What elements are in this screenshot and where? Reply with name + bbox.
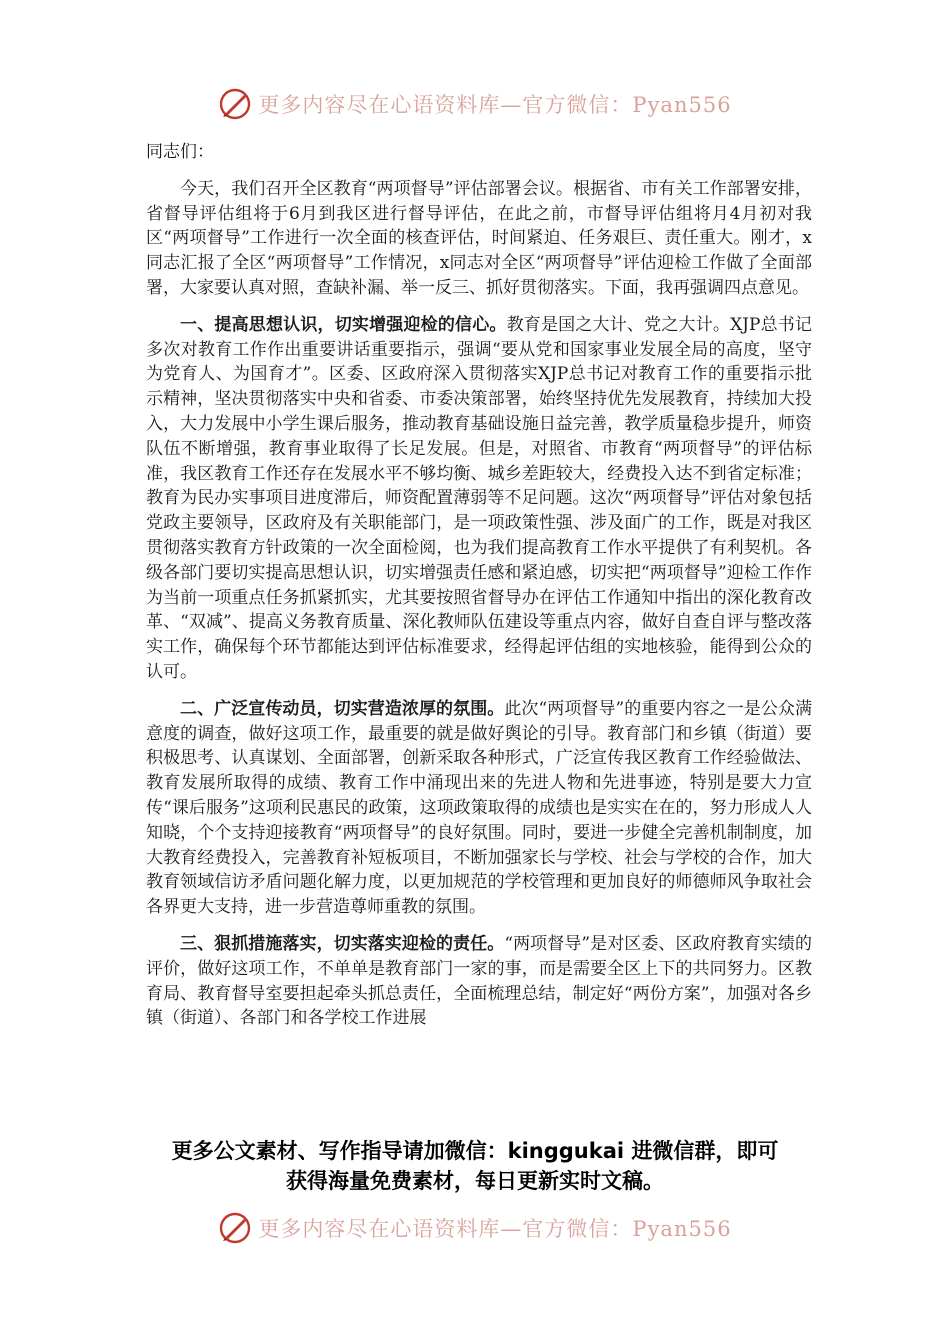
paragraph-text: 教育是国之大计、党之大计。XJP总书记多次对教育工作作出重要讲话重要指示，强调“要从党和国家事业发展全局的高度，坚守为党育人、为国育才”。区委、区政府深入贯彻落实XJP总书记对教育工作的重要指示批示精神，坚决贯彻落实中央和省委、市委决策部署，始终坚持优先发展教育，持续加大投入，大力发展中小学生课后服务，推动教育基础设施日益完善，教学质量稳步提升，师资队伍不断增强，教育事业取得了长足发展。但是，对照省、市教育“两项督导”的评估标准，我区教育工作还存在发展水平不够均衡、城乡差距较大，经费投入达不到省定标准；教育为民办实事项目进度滞后，师资配置薄弱等不足问题。这次“两项督导”评估对象包括党政主要领导，区政府及有关职能部门，是一项政策性强、涉及面广的工作，既是对我区贯彻落实教育方针政策的一次全面检阅，也为我们提高教育工作水平提供了有利契机。各级各部门要切实提高思想认识，切实增强责任感和紧迫感，切实把“两项督导”迎检工作作为当前一项重点任务抓紧抓实，尤其要按照省督导办在评估工作通知中指出的深化教育改革、“双减”、提高义务教育质量、深化教师队伍建设等重点内容，做好自查自评与整改落实工作，确保每个环节都能达到评估标准要求，经得起评估组的实地核验，能得到公众的认可。 xyxy=(146,314,813,682)
paragraph-section-2 xyxy=(146,697,812,920)
salutation: 同志们： xyxy=(146,142,214,162)
footer-banner xyxy=(0,1206,950,1250)
banner-text: 更多内容尽在心语资料库—官方微信：Pyan556 xyxy=(258,93,732,117)
document-body xyxy=(146,140,812,1043)
promo-notice xyxy=(0,1136,950,1196)
pen-logo-icon xyxy=(218,1211,252,1245)
paragraph-text: 今天，我们召开全区教育“两项督导”评估部署会议。根据省、市有关工作部署安排，省督导评估组将于6月到我区进行督导评估，在此之前，市督导评估组将月4月初对我区“两项督导”工作进行一次全面的核查评估，时间紧迫、任务艰巨、责任重大。刚才，x同志汇报了全区“两项督导”工作情况，x同志对全区“两项督导”评估迎检工作做了全面部署，大家要认真对照，查缺补漏、举一反三、抓好贯彻落实。下面，我再强调四点意见。 xyxy=(146,178,812,298)
section-heading: 三、狠抓措施落实，切实落实迎检的责任。 xyxy=(180,933,505,954)
pen-logo-icon xyxy=(218,87,252,121)
paragraph-section-3 xyxy=(146,932,812,1031)
paragraph-section-1 xyxy=(146,313,812,685)
promo-line-2: 获得海量免费素材，每日更新实时文稿。 xyxy=(286,1169,664,1193)
promo-line-1: 更多公文素材、写作指导请加微信：kinggukai 进微信群，即可 xyxy=(171,1139,779,1163)
banner-text: 更多内容尽在心语资料库—官方微信：Pyan556 xyxy=(258,1217,732,1241)
paragraph-text: “两项督导”是对区委、区政府教育实绩的评价，做好这项工作，不单单是教育部门一家的事，而是需要全区上下的共同努力。区教育局、教育督导室要担起牵头抓总责任，全面梳理总结，制定好“两份方案”，加强对各乡镇（街道）、各部门和各学校工作进展 xyxy=(146,933,812,1029)
header-banner xyxy=(0,82,950,126)
paragraph-intro xyxy=(146,177,812,301)
section-heading: 一、提高思想认识，切实增强迎检的信心。 xyxy=(180,314,507,335)
section-heading: 二、广泛宣传动员，切实营造浓厚的氛围。 xyxy=(180,698,505,719)
paragraph-text: 此次“两项督导”的重要内容之一是公众满意度的调查，做好这项工作，最重要的就是做好舆论的引导。教育部门和乡镇（街道）要积极思考、认真谋划、全面部署，创新采取各种形式，广泛宣传我区教育工作经验做法、教育发展所取得的成绩、教育工作中涌现出来的先进人物和先进事迹，特别是要大力宣传“课后服务”这项利民惠民的政策，这项政策取得的成绩也是实实在在的，努力形成人人知晓，个个支持迎接教育“两项督导”的良好氛围。同时，要进一步健全完善机制制度，加大教育经费投入，完善教育补短板项目，不断加强家长与学校、社会与学校的合作，加大教育领域信访矛盾问题化解力度，以更加规范的学校管理和更加良好的师德师风争取社会各界更大支持，进一步营造尊师重教的氛围。 xyxy=(146,698,812,918)
